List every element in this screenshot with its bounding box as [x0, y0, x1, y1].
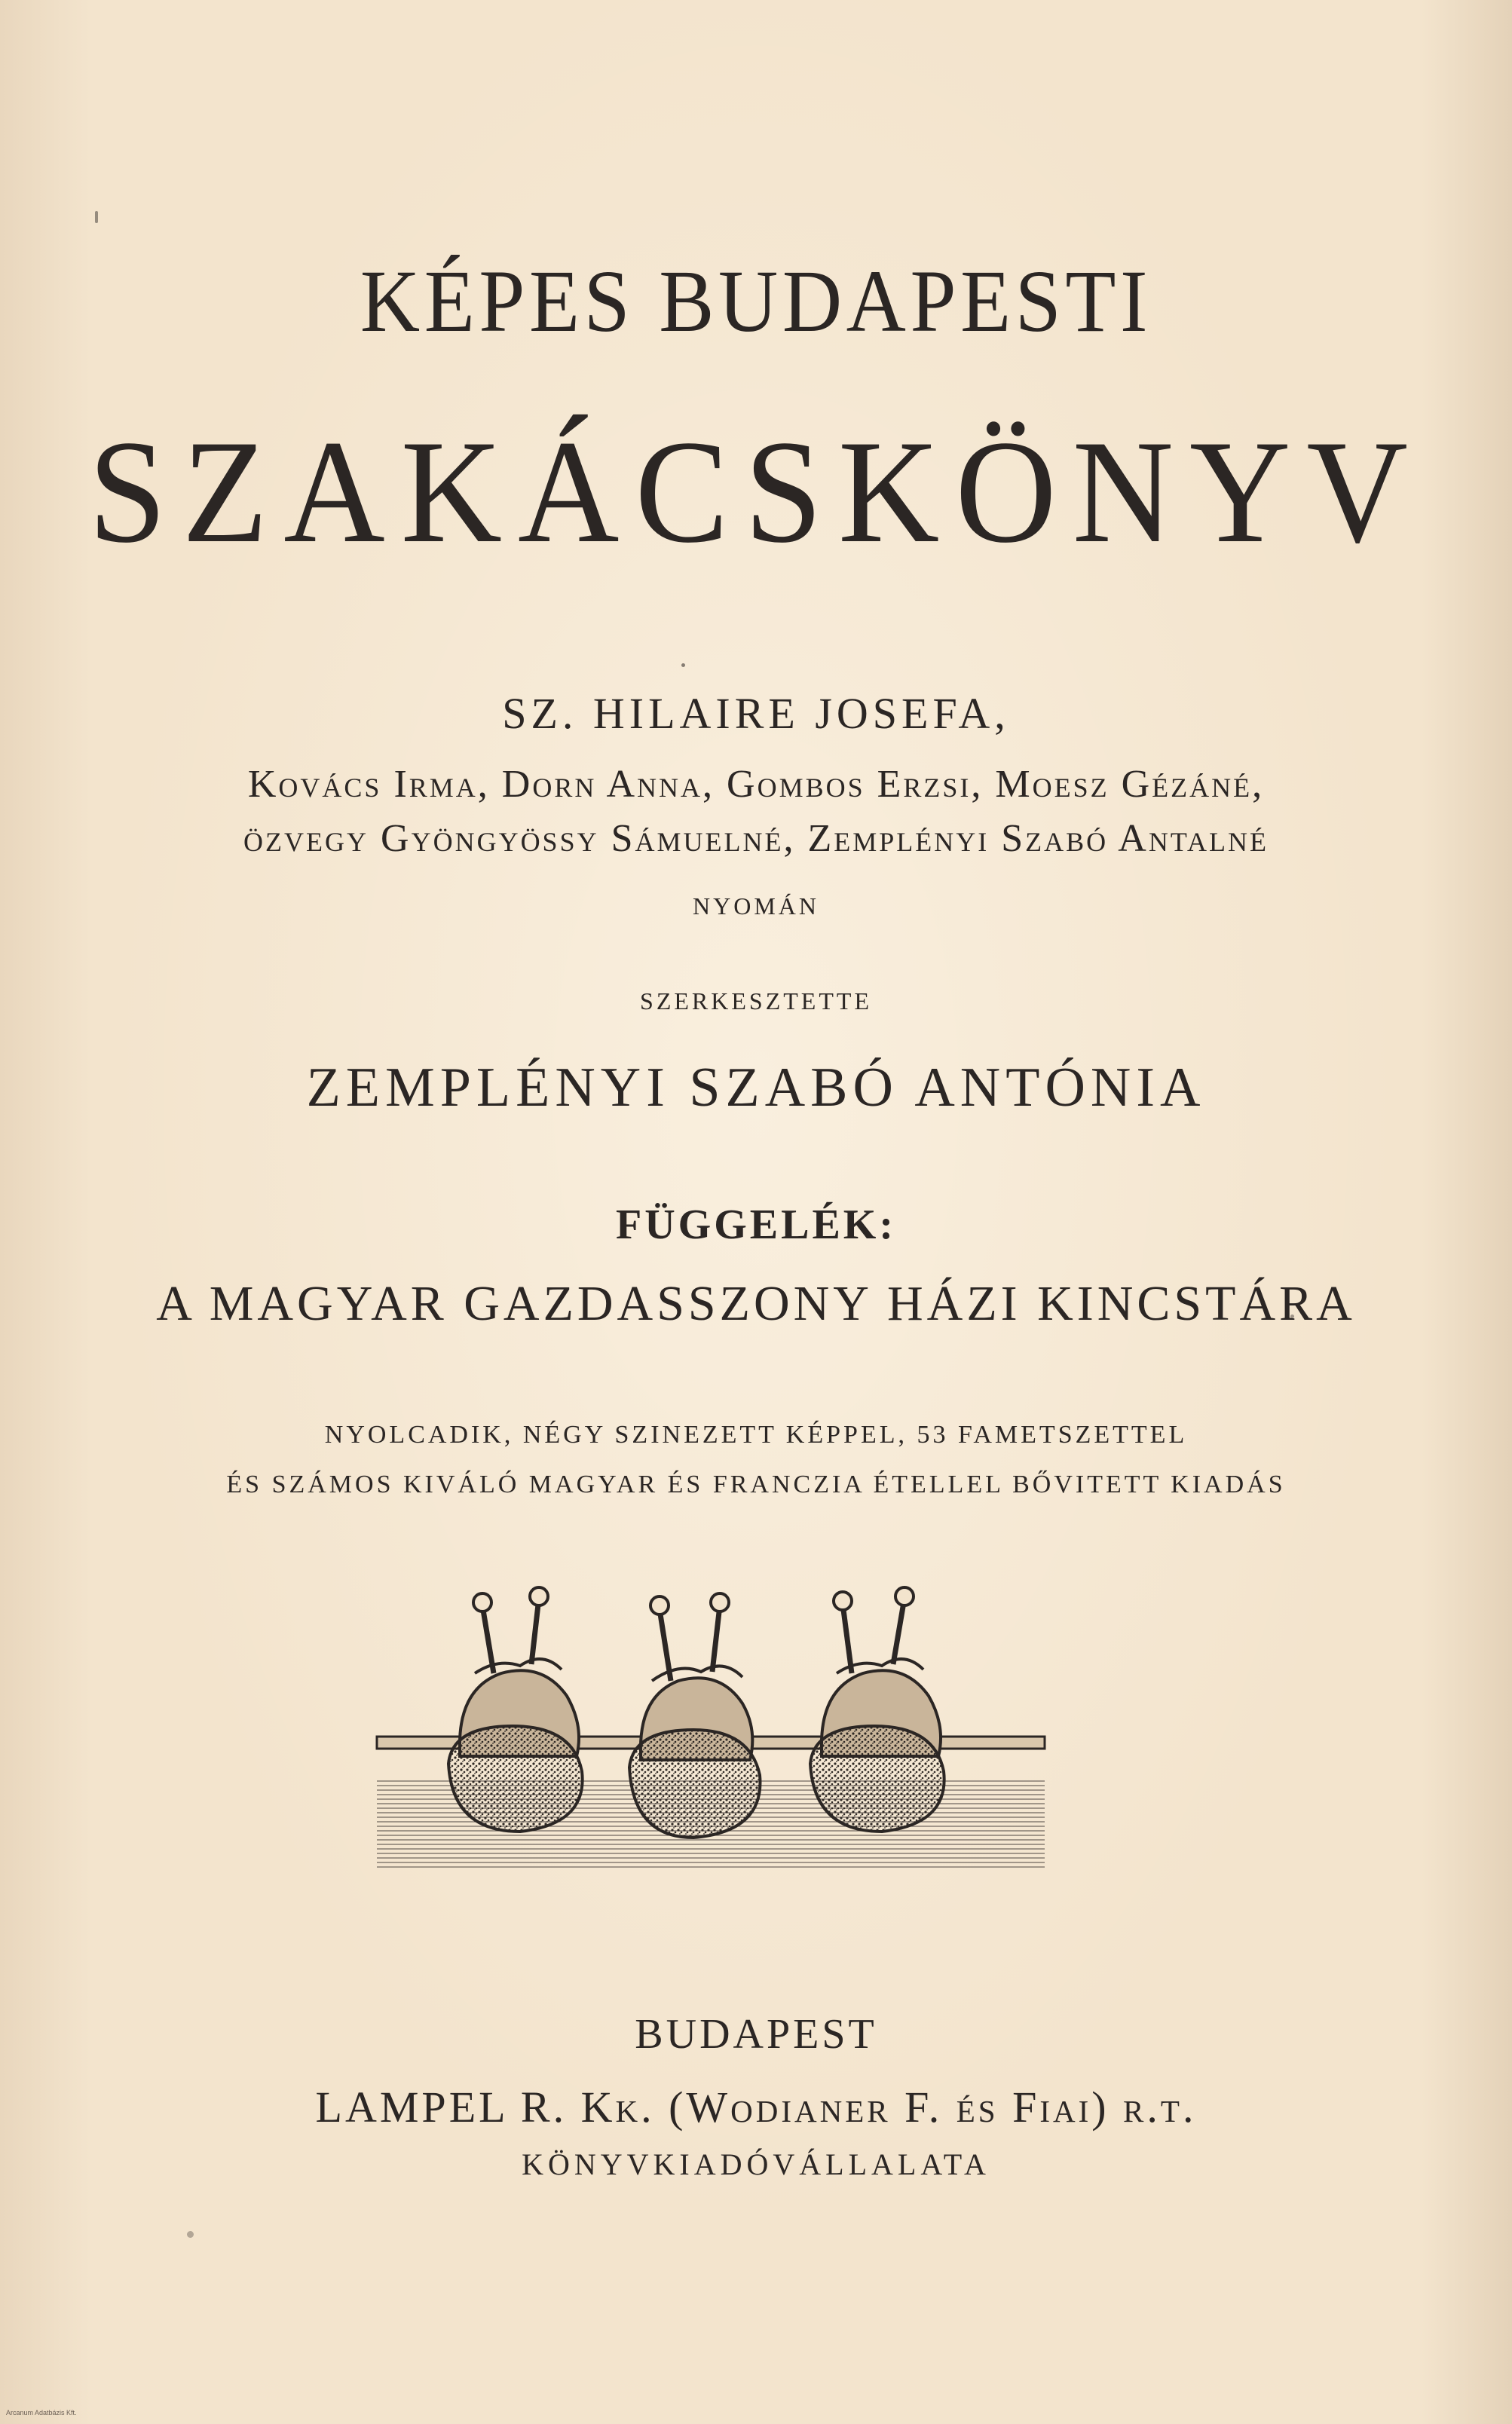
appendix-label: FÜGGELÉK:	[615, 1201, 897, 1248]
appendix-title: A MAGYAR GAZDASSZONY HÁZI KINCSTÁRA	[156, 1276, 1356, 1331]
book-title-line-2: SZAKÁCSKÖNYV	[88, 410, 1424, 574]
main-author: SZ. HILAIRE JOSEFA,	[502, 689, 1010, 738]
corner-watermark: Arcanum Adatbázis Kft.	[6, 2409, 77, 2416]
contributors-line-2: özvegy Gyöngyössy Sámuelné, Zemplényi Szabó Antalné	[243, 817, 1269, 860]
publisher-subtitle: KÖNYVKIADÓVÁLLALATA	[522, 2147, 990, 2181]
contributors-line-1: Kovács Irma, Dorn Anna, Gombos Erzsi, Moesz Gézáné,	[247, 763, 1265, 806]
paper-speck	[1290, 1315, 1294, 1318]
roasting-birds-engraving-icon	[369, 1575, 1052, 1892]
after-label: NYOMÁN	[693, 892, 819, 920]
publisher-name: LAMPEL R. Kk. (Wodianer F. és Fiai) r.t.	[315, 2083, 1197, 2132]
editor-name: ZEMPLÉNYI SZABÓ ANTÓNIA	[306, 1057, 1206, 1119]
paper-speck	[681, 663, 685, 667]
paper-speck	[95, 211, 98, 223]
paper-speck	[187, 2231, 194, 2238]
edition-line-1: NYOLCADIK, NÉGY SZINEZETT KÉPPEL, 53 FAMETSZETTEL	[324, 1421, 1188, 1449]
publication-city: BUDAPEST	[635, 2011, 877, 2058]
edited-by-label: SZERKESZTETTE	[640, 987, 872, 1015]
book-title-line-1: KÉPES BUDAPESTI	[360, 252, 1152, 350]
edition-line-2: ÉS SZÁMOS KIVÁLÓ MAGYAR ÉS FRANCZIA ÉTELLEL BŐVITETT KIADÁS	[226, 1471, 1286, 1498]
